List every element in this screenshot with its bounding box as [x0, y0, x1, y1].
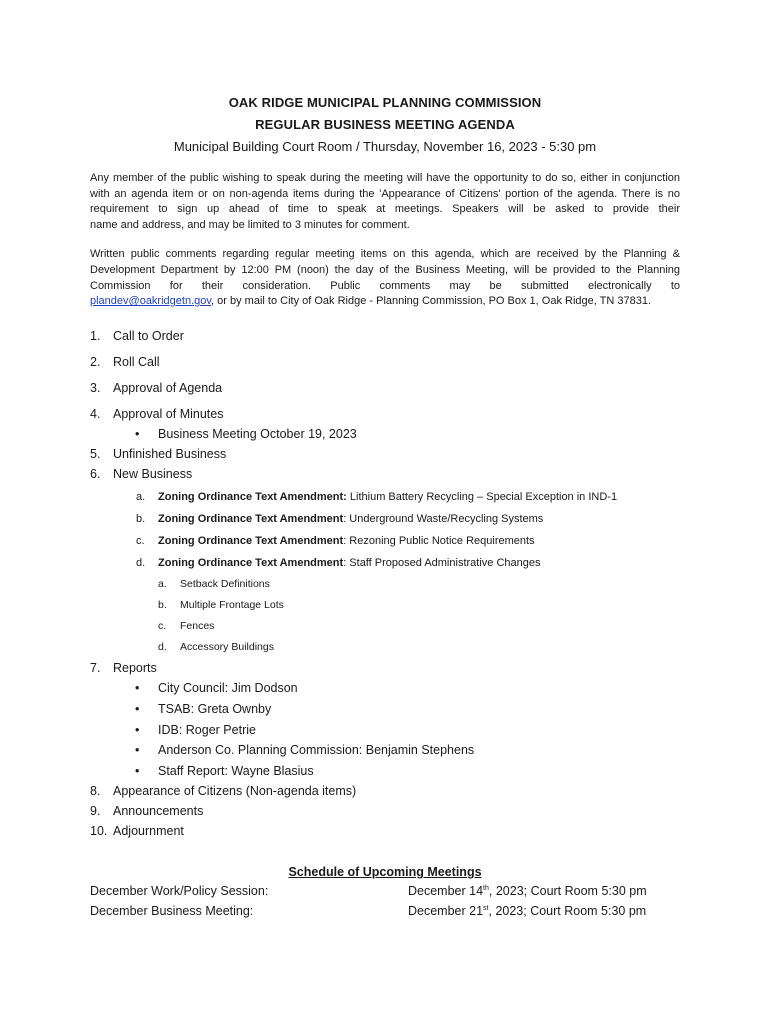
item-label: Reports: [113, 661, 157, 676]
admin-change-item: [90, 595, 680, 616]
item-letter: b.: [158, 599, 167, 612]
new-business-item: [90, 508, 680, 530]
date-detail: , 2023; Court Room 5:30 pm: [488, 904, 647, 919]
item-letter: c.: [136, 535, 145, 548]
agenda-list: [90, 326, 680, 424]
para1-last-line: name and address, and may be limited to 3 minutes for comment.: [90, 218, 410, 231]
schedule-row: [90, 881, 680, 901]
new-business-item: [90, 486, 680, 508]
para2-tail: , or by mail to City of Oak Ridge - Planning Commission, PO Box 1, Oak Ridge, TN 37831.: [211, 295, 652, 308]
item-letter: a.: [136, 491, 146, 504]
item-letter: d.: [158, 641, 167, 654]
schedule-label: December Work/Policy Session:: [90, 884, 269, 899]
reports-bullets: [90, 678, 680, 781]
item-label: Unfinished Business: [113, 447, 227, 462]
date-text: December 21: [408, 904, 484, 919]
item-label: Adjournment: [113, 824, 184, 839]
item-letter: c.: [158, 620, 167, 633]
agenda-item: [90, 781, 680, 801]
item-label: New Business: [113, 467, 193, 482]
schedule-date: [408, 881, 647, 901]
item-number: 1.: [90, 328, 101, 343]
para2-text: Written public comments regarding regular meeting items on this agenda, which are received by the Planning & Development Department by 12:00 PM (noon) the day of the Business Meeting, will be provided to the Planning Commission for their consideration. Public comments may be submitted electronically to: [90, 248, 680, 292]
date-suffix: st: [483, 905, 489, 913]
schedule-date: [408, 901, 646, 921]
admin-changes-list: [90, 574, 680, 658]
bullet-item: • Business Meeting October 19, 2023: [90, 424, 680, 445]
item-number: 8.: [90, 784, 101, 799]
item-text: Lithium Battery Recycling – Special Exception in IND-1: [346, 491, 618, 504]
bullet-item: • City Council: Jim Dodson: [90, 678, 680, 699]
item-heading: Zoning Ordinance Text Amendment: [158, 535, 344, 548]
schedule-title: Schedule of Upcoming Meetings: [288, 865, 482, 880]
item-label: Call to Order: [113, 328, 184, 343]
agenda-item: [90, 801, 680, 821]
item-text: Setback Definitions: [180, 578, 270, 591]
item-label: Approval of Agenda: [113, 380, 223, 395]
item-number: 2.: [90, 354, 101, 369]
admin-change-item: [90, 574, 680, 595]
agenda-item: [90, 404, 680, 424]
written-comments-paragraph: [90, 247, 680, 309]
agenda-item: [90, 444, 680, 464]
item-letter: d.: [136, 557, 146, 570]
item-text: Accessory Buildings: [180, 641, 274, 654]
agenda-item: [90, 326, 680, 346]
agenda-document: [90, 92, 680, 921]
minutes-bullets: [90, 424, 680, 445]
item-label: Appearance of Citizens (Non-agenda items): [113, 784, 357, 799]
item-text: : Rezoning Public Notice Requirements: [343, 535, 535, 548]
item-number: 3.: [90, 380, 101, 395]
agenda-item: [90, 658, 680, 678]
meeting-subtitle: Municipal Building Court Room / Thursday, November 16, 2023 - 5:30 pm: [173, 139, 597, 154]
item-text: : Staff Proposed Administrative Changes: [343, 557, 541, 570]
date-text: December 14: [408, 884, 484, 899]
item-heading: Zoning Ordinance Text Amendment: [158, 513, 344, 526]
agenda-list-cont: [90, 444, 680, 484]
item-label: Approval of Minutes: [113, 406, 224, 421]
new-business-item: [90, 530, 680, 552]
bullet-item: • TSAB: Greta Ownby: [90, 699, 680, 720]
item-letter: a.: [158, 578, 167, 591]
para1-text: Any member of the public wishing to speak during the meeting will have the opportunity to do so, either in conjunction with an agenda item or on non-agenda items during the 'Appearance of Citizens' portion of the agenda. There is no requirement to sign up ahead of time to speak at meetings. Speakers will be asked to provide their: [90, 172, 680, 216]
agenda-item: [90, 378, 680, 398]
date-detail: , 2023; Court Room 5:30 pm: [488, 884, 647, 899]
item-letter: b.: [136, 513, 146, 526]
item-heading: Zoning Ordinance Text Amendment:: [158, 491, 347, 504]
item-number: 5.: [90, 447, 101, 462]
date-suffix: th: [483, 885, 489, 893]
agenda-list-cont2: [90, 658, 680, 678]
public-speaking-paragraph: [90, 171, 680, 233]
item-text: Multiple Frontage Lots: [180, 599, 284, 612]
item-text: Fences: [180, 620, 215, 633]
schedule-row: [90, 901, 680, 921]
admin-change-item: [90, 637, 680, 658]
email-link[interactable]: plandev@oakridgetn.gov: [90, 295, 212, 308]
bullet-item: • Staff Report: Wayne Blasius: [90, 761, 680, 782]
agenda-item: [90, 464, 680, 484]
agenda-title: REGULAR BUSINESS MEETING AGENDA: [255, 117, 515, 132]
item-number: 9.: [90, 804, 101, 819]
item-label: Roll Call: [113, 354, 160, 369]
org-title: OAK RIDGE MUNICIPAL PLANNING COMMISSION: [228, 95, 542, 110]
schedule-label: December Business Meeting:: [90, 904, 254, 919]
item-label: Announcements: [113, 804, 204, 819]
para2-last-line: [90, 294, 680, 310]
admin-change-item: [90, 616, 680, 637]
item-heading: Zoning Ordinance Text Amendment: [158, 557, 344, 570]
item-text: : Underground Waste/Recycling Systems: [343, 513, 544, 526]
new-business-list: [90, 486, 680, 574]
agenda-item: [90, 821, 680, 841]
agenda-item: [90, 352, 680, 372]
bullet-item: • Anderson Co. Planning Commission: Benjamin Stephens: [90, 740, 680, 761]
item-number: 10.: [90, 824, 108, 839]
new-business-item: [90, 552, 680, 574]
item-number: 4.: [90, 406, 101, 421]
item-number: 7.: [90, 661, 101, 676]
bullet-item: • IDB: Roger Petrie: [90, 720, 680, 741]
item-number: 6.: [90, 467, 101, 482]
agenda-list-cont3: [90, 781, 680, 841]
